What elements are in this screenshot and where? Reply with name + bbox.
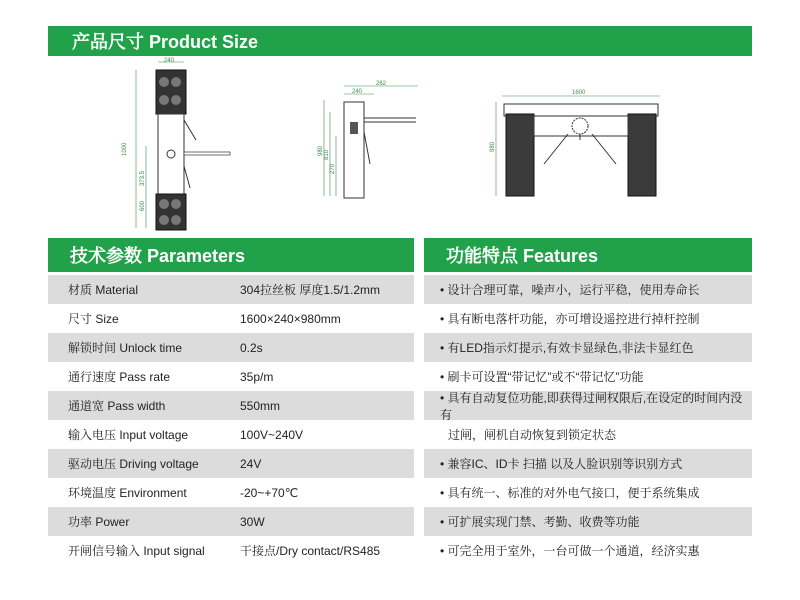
param-row (48, 304, 414, 333)
param-value: 24V (240, 456, 262, 471)
param-value: 100V~240V (240, 427, 304, 442)
param-row (48, 536, 414, 565)
param-value: 550mm (240, 398, 281, 413)
param-row (48, 507, 414, 536)
param-row (48, 420, 414, 449)
param-label: 环境温度 Environment (68, 486, 187, 500)
param-label: 解锁时间 Unlock time (68, 341, 183, 355)
parameters-banner (48, 238, 414, 272)
feature-item: • 兼容IC、ID卡 扫描 以及人脸识别等识别方式 (424, 449, 752, 478)
parameters-title: 技术参数 Parameters (70, 246, 246, 266)
side-height-3: 270 (330, 163, 336, 174)
param-label: 通道宽 Pass width (68, 399, 166, 413)
features-list (424, 275, 752, 565)
param-value: 35p/m (240, 369, 274, 384)
top-length-label: 1600 (572, 90, 586, 96)
product-size-title: 产品尺寸 Product Size (72, 32, 259, 52)
front-top-width-label: 240 (164, 58, 175, 64)
product-size-banner (48, 26, 752, 56)
feature-item-continued: 过闸，闸机自动恢复到锁定状态 (448, 428, 617, 442)
product-drawings (48, 56, 752, 236)
front-total-height-label: 1000 (122, 142, 128, 156)
param-row (48, 391, 414, 420)
param-row (48, 333, 414, 362)
param-label: 开闸信号输入 Input signal (68, 544, 205, 558)
top-height-label: 980 (490, 141, 496, 152)
param-label: 驱动电压 Driving voltage (68, 457, 199, 471)
side-overall-width-label: 262 (376, 81, 387, 87)
feature-item: • 刷卡可设置“带记忆”或不“带记忆”功能 (440, 370, 644, 384)
param-row (48, 362, 414, 391)
param-row (48, 275, 414, 304)
param-value: 干接点/Dry contact/RS485 (240, 544, 381, 558)
features-banner (424, 238, 752, 272)
param-value: 1600×240×980mm (240, 311, 341, 326)
top-view-drawing (490, 90, 660, 196)
front-mid-height-label: 373.5 (140, 170, 146, 186)
side-height-1: 980 (318, 145, 324, 156)
feature-item: • 可完全用于室外，一台可做一个通道，经济实惠 (440, 544, 700, 558)
param-value: -20~+70℃ (240, 485, 299, 500)
param-label: 输入电压 Input voltage (68, 428, 189, 442)
feature-item: • 有LED指示灯提示,有效卡显绿色,非法卡显红色 (424, 333, 752, 362)
parameters-table (48, 275, 414, 565)
feature-item: • 设计合理可靠，噪声小，运行平稳，使用寿命长 (424, 275, 752, 304)
param-label: 通行速度 Pass rate (68, 370, 171, 384)
param-value: 30W (240, 514, 265, 529)
param-label: 功率 Power (68, 515, 130, 529)
features-title: 功能特点 Features (446, 246, 599, 266)
feature-item: • 具有自动复位功能,即获得过闸权限后,在设定的时间内没有 (424, 391, 752, 420)
param-label: 材质 Material (68, 283, 139, 297)
feature-item: • 具有统一、标准的对外电气接口，便于系统集成 (440, 486, 700, 500)
param-row (48, 449, 414, 478)
front-view-drawing (122, 58, 230, 230)
side-top-width-label: 240 (352, 89, 363, 95)
param-label: 尺寸 Size (68, 312, 119, 326)
turnstile-drawing-svg (48, 56, 752, 236)
param-value: 0.2s (240, 340, 263, 355)
feature-item: • 可扩展实现门禁、考勤、收费等功能 (424, 507, 752, 536)
feature-item: • 具有断电落杆功能，亦可增设遥控进行掉杆控制 (440, 312, 700, 326)
side-height-2: 810 (324, 149, 330, 160)
side-view-drawing (318, 81, 418, 198)
front-low-height-label: 600 (140, 200, 146, 211)
param-value: 304拉丝板 厚度1.5/1.2mm (240, 283, 381, 297)
param-row (48, 478, 414, 507)
